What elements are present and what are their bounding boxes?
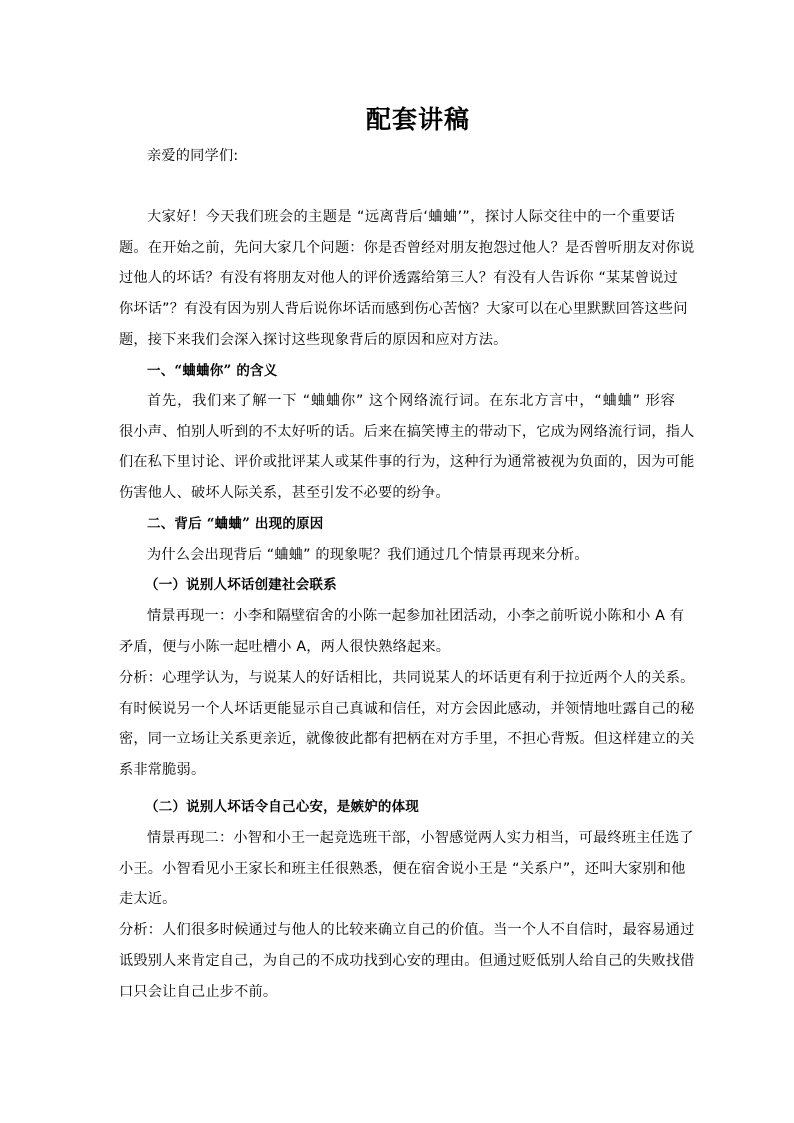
sub1-analysis-line: 系非常脆弱。 — [119, 762, 206, 778]
sub2-scene-line: 走太近。 — [119, 891, 177, 907]
sub1-scene-line: 矛盾，便与小陈一起吐槽小 A，两人很快熟络起来。 — [119, 639, 451, 655]
section1-heading: 一、“蛐蛐你” 的含义 — [147, 363, 278, 379]
intro-line: 大家好！今天我们班会的主题是 “远离背后‘蛐蛐’”，探讨人际交往中的一个重要话 — [147, 209, 675, 225]
sub1-analysis-line: 分析：心理学认为，与说某人的好话相比，共同说某人的坏话更有利于拉近两个人的关系。 — [119, 670, 695, 686]
sub1-scene-line: 情景再现一：小李和隔壁宿舍的小陈一起参加社团活动，小李之前听说小陈和小 A 有 — [147, 608, 685, 624]
section2-heading: 二、背后 “蛐蛐” 出现的原因 — [147, 516, 324, 532]
sub2-scene-line: 情景再现二：小智和小王一起竞选班干部，小智感觉两人实力相当，可最终班主任选了 — [147, 830, 694, 846]
sub1-analysis-line: 有时候说另一个人坏话更能显示自己真诚和信任，对方会因此感动，并领情地吐露自己的秘 — [119, 701, 695, 717]
section2-intro: 为什么会出现背后 “蛐蛐” 的现象呢？我们通过几个情景再现来分析。 — [147, 547, 589, 563]
sub2-scene-line: 小王。小智看见小王家长和班主任很熟悉，便在宿舍说小王是 “关系户”，还叫大家别和他 — [119, 861, 686, 877]
intro-line: 你坏话”？有没有因为别人背后说你坏话而感到伤心苦恼？大家可以在心里默默回答这些问 — [119, 301, 688, 317]
sub2-analysis-line: 口只会让自己止步不前。 — [119, 984, 278, 1000]
sub2-analysis-line: 分析：人们很多时候通过与他人的比较来确立自己的价值。当一个人不自信时，最容易通过 — [119, 922, 695, 938]
sub2-heading: （二）说别人坏话令自己心安，是嫉妒的体现 — [145, 799, 419, 815]
section1-line: 很小声、怕别人听到的不太好听的话。后来在搞笑博主的带动下，它成为网络流行词，指人 — [119, 424, 695, 440]
sub1-heading: （一）说别人坏话创建社会联系 — [145, 577, 337, 593]
sub2-analysis-line: 诋毁别人来肯定自己，为自己的不成功找到心安的理由。但通过贬低别人给自己的失败找借 — [119, 953, 695, 969]
document-title: 配套讲稿 — [365, 105, 470, 134]
intro-line: 过他人的坏话？有没有将朋友对他人的评价透露给第三人？有没有人告诉你 “某某曾说过 — [119, 270, 678, 286]
section1-line: 们在私下里讨论、评价或批评某人或某件事的行为，这种行为通常被视为负面的，因为可能 — [119, 454, 695, 470]
section1-line: 首先，我们来了解一下 “蛐蛐你” 这个网络流行词。在东北方言中，“蛐蛐” 形容 — [147, 393, 675, 409]
greeting: 亲爱的同学们: — [147, 148, 239, 164]
intro-line: 题，接下来我们会深入探讨这些现象背后的原因和应对方法。 — [119, 332, 508, 348]
sub1-analysis-line: 密，同一立场让关系更亲近，就像彼此都有把柄在对方手里，不担心背叛。但这样建立的关 — [119, 731, 695, 747]
section1-line: 伤害他人、破坏人际关系，甚至引发不必要的纷争。 — [119, 485, 450, 501]
intro-line: 题。在开始之前，先问大家几个问题：你是否曾经对朋友抱怨过他人？是否曾听朋友对你说 — [119, 240, 695, 256]
